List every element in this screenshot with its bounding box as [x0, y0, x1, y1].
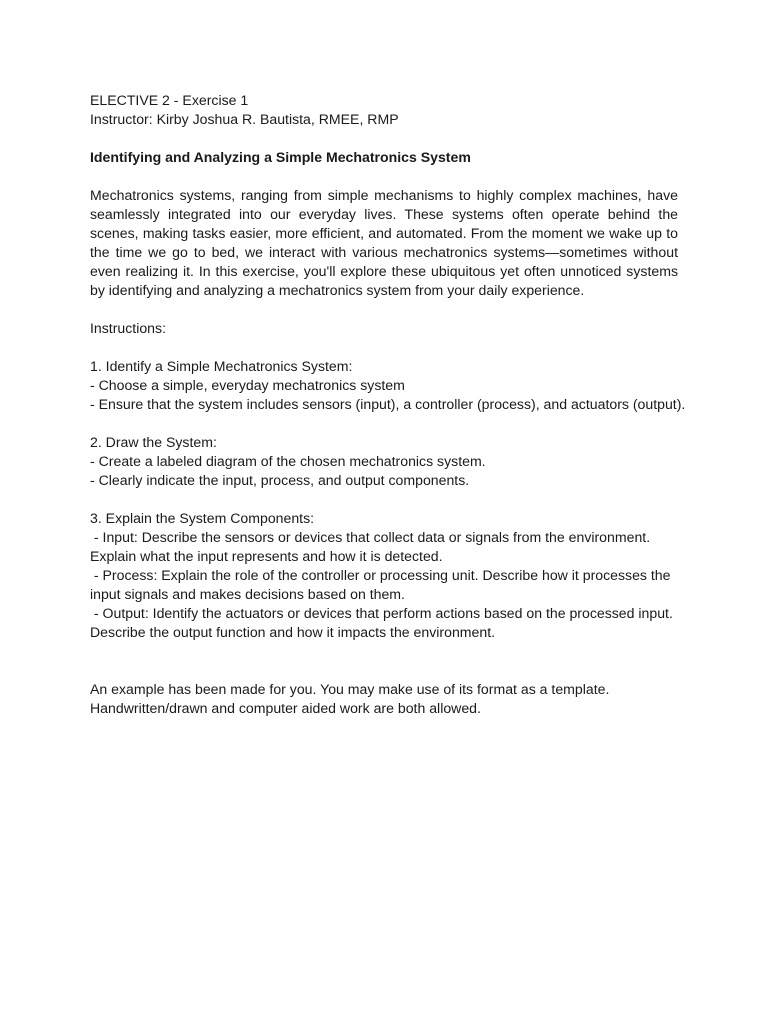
- instructor-line: Instructor: Kirby Joshua R. Bautista, RMEE, RMP: [90, 111, 399, 127]
- step-line: - Choose a simple, everyday mechatronics system: [90, 377, 405, 393]
- step-line: - Process: Explain the role of the controller or processing unit. Describe how it processes the input signals and makes decisions based on them.: [90, 567, 675, 602]
- step-heading: 1. Identify a Simple Mechatronics System:: [90, 358, 353, 374]
- step-1: [90, 357, 686, 414]
- step-heading: 2. Draw the System:: [90, 434, 217, 450]
- step-line: - Clearly indicate the input, process, and output components.: [90, 472, 470, 488]
- step-line: - Output: Identify the actuators or devices that perform actions based on the processed input. Describe the output function and how it impacts the environment.: [90, 605, 677, 640]
- closing-line: Handwritten/drawn and computer aided work are both allowed.: [90, 700, 481, 716]
- closing-line: An example has been made for you. You may make use of its format as a template.: [90, 681, 610, 697]
- exercise-title: Identifying and Analyzing a Simple Mechatronics System: [90, 149, 471, 165]
- step-2: [90, 433, 678, 490]
- instructions-label: Instructions:: [90, 320, 166, 336]
- step-line: - Create a labeled diagram of the chosen mechatronics system.: [90, 453, 486, 469]
- step-line: - Ensure that the system includes sensors (input), a controller (process), and actuators (output).: [90, 396, 686, 412]
- step-heading: 3. Explain the System Components:: [90, 510, 315, 526]
- step-3: [90, 509, 678, 642]
- step-line: - Input: Describe the sensors or devices that collect data or signals from the environment. Explain what the input represents and how it is detected.: [90, 529, 655, 564]
- intro-paragraph: Mechatronics systems, ranging from simple mechanisms to highly complex machines, have seamlessly integrated into our everyday lives. These systems often operate behind the scenes, making tasks easier, more efficient, and automated. From the moment we wake up to the time we go to bed, we interact with various mechatronics systems—sometimes without even realizing it. In this exercise, you'll explore these ubiquitous yet often unnoticed systems by identifying and analyzing a mechatronics system from your daily experience.: [90, 187, 678, 298]
- course-title: ELECTIVE 2 - Exercise 1: [90, 92, 249, 108]
